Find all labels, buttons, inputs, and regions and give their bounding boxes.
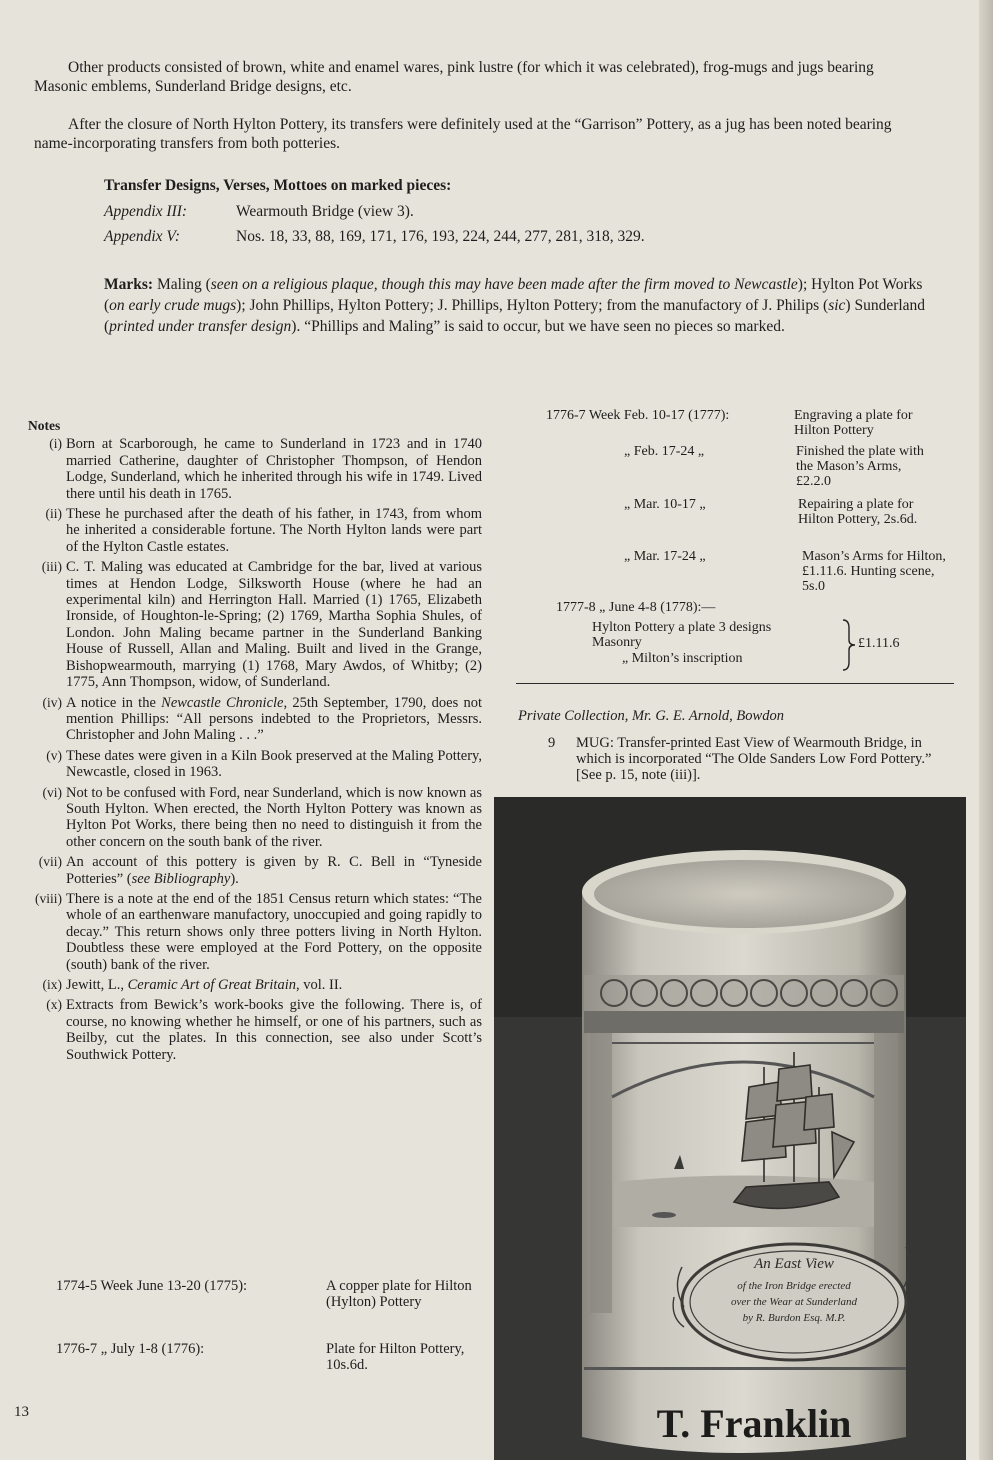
bewick-entry: 1776-7 „ July 1-8 (1776): Plate for Hilton Pottery, 10s.6d. [56,1341,465,1373]
intro-paragraph-2: After the closure of North Hylton Pottery, its transfers were definitely used at the “Garrison” Pottery, as a jug has been noted bearing name-incorporating transfers from both potteries. [34,116,892,152]
note-item: (ii) These he purchased after the death of his father, in 1743, from whom he inherited a considerable fortune. The North Hylton lands were part of the Hylton Castle estates. [45,506,482,555]
figure-caption-text: MUG: Transfer-printed East View of Wearmouth Bridge, in which is incorporated “The Olde Sanders Low Ford Pottery.” [See p. 15, note (iii)]. [576,735,932,783]
mug-name-inscription: T. Franklin [656,1401,852,1446]
appendix-label: Appendix V: [104,228,181,245]
page-edge [979,0,993,1460]
page-number: 13 [14,1404,29,1420]
book-page: Other products consisted of brown, white and enamel wares, pink lustre (for which it was celebrated), frog-mugs and jugs bearing Masonic emblems, Sunderland Bridge designs, etc. After the closure of North Hylton Pottery, its transfers were definitely used at the “Garrison” Pottery, as a jug has been noted bearing name-incorporating transfers from both potteries. Transfer Designs, Verses, Mottoes on marked pieces: Appendix III: Wearmouth Bridge (view 3). Appendix V: Nos. 18, 33, 88, 169, 171, 176, 193, 224, 244, 277, 281, 318, 329. Marks: Maling (seen on a religious plaque, though this may have been made after the firm moved to Newcastle); Hylton Pot Works (on early crude mugs); John Phillips, Hylton Pottery; J. Phillips, Hylton Pottery; from the manufactory of J. Philips (sic) Sunderland (printed under transfer design). “Phillips and Maling” is said to occur, but we have seen no pieces so marked. Notes (i) Born at Scarborough, he came to Sunderland in 1723 and in 1740 married Catherine, daughter of Christopher Thompson, of Hendon Lodge, Sunderland, which he inherited through his wife in 1749. Lived there until his death in 1765. (ii) These he purchased after the death of his father, in 1743, from whom he inherited a considerable fortune. The North Hylton lands were part of the Hylton Castle estates. (iii) C. T. Maling was educated at Cambridge for the bar, lived at various times at Hendon Lodge, Silksworth House (where he had an experimental kiln) and Herrington Hall. Married (1) 1765, Elizabeth Ironside, of Houghton-le-Spring; (2) 1769, Martha Sophia Shules, of London. John Maling became partner in the Sunderland Banking House of Russell, Allan and Maling. Built and lived in the Grange, Bishopwearmouth, marrying (1) 1768, Mary Awdos, of Whitby; (2) 1775, Ann Thompson, widow, of Sunderland. (iv) A notice in the Newcastle Chronicle, 25th September, 1790, does not mention Phillips: “All persons indebted to the Proprietors, Messrs. Christopher and John Maling . . .” (v) These dates were given in a Kiln Book preserved at the Maling Pottery, Newcastle, closed in 1963. (vi) Not to be confused with Ford, near Sunderland, which is now known as South Hylton. When erected, the North Hylton Pottery was known as Hylton Pot Works, there being then no need to distinguish it from the other concern on the south bank of the river. (vii) An account of this pottery is given by R. C. Bell in “Tyneside Potteries” (see Bibliography). (viii) There is a note at the end of the 1851 Census return which states: “The whole of an earthenware manufactory, unoccupied and going rapidly to decay.” This return shows only three potters living in North Hylton. Doubtless these were employed at the Ford Pottery, on the opposite (south) bank of the river. (ix) Jewitt, L., Ceramic Art of Great Britain, vol. II. (x) Extracts from Bewick’s work-books give the following. There is, of course, no knowing whether he himself, or one of his partners, such as Beilby, cut the plates. In this connection, see also under Scott’s Southwick Pottery. 1774-5 Week June 13-20 (1775): A copper plate for Hilton (Hylton) Pottery 1776-7 „ July 1-8 (1776): Plate for Hilton Pottery, 10s.6d. 1776-7 Week Feb. 10-17 (1777): Engraving a plate for Hilton Pottery „ Feb. 17-24 „ Finished the plate with the Mason’s Arms, £2.2.0 „ Mar. 10-17 „ Repairing a plate for Hilton Pottery, 2s.6d. „ Mar. 17-24 „ Mason’s Arms for Hilton, £1.11.6. Hunting scene, 5s.0 1777-8 „ June 4-8 (1778):— Hylton Pottery a plate 3 designs Masonry „ Milton’s inscription £1.11.6 Private Collection, Mr. G. E. Arnold, Bowdon 9 MUG: Transfer-printed East View of Wearmouth Bridge, in which is incorporated “The Olde Sanders Low Ford Pottery.” [See p. 15, note (iii)]. An East View of the Iron Bridge erected over the Wear at Sunderland by R. Burdon Esq. M.P. T. Franklin 13 [0,0,993,1460]
note-item: (vii) An account of this pottery is given by R. C. Bell in “Tyneside Potteries” (see Bibliography). [38,854,482,887]
marks-label: Marks: [104,276,154,293]
appendix-value: Wearmouth Bridge (view 3). [236,203,414,220]
appendix-label: Appendix III: [104,203,188,220]
intro-paragraph-1: Other products consisted of brown, white and enamel wares, pink lustre (for which it was celebrated), frog-mugs and jugs bearing Masonic emblems, Sunderland Bridge designs, etc. [34,59,874,95]
appendix-row [104,203,934,221]
collection-credit: Private Collection, Mr. G. E. Arnold, Bowdon [518,708,784,724]
bewick-entry-line: „ Milton’s inscription [622,651,743,666]
marks-paragraph: Marks: Maling (seen on a religious plaque, though this may have been made after the firm moved to Newcastle); Hylton Pot Works (on early crude mugs); John Phillips, Hylton Pottery; J. Phillips, Hylton Pottery; from the manufactory of J. Philips (sic) Sunderland (printed under transfer design). “Phillips and Maling” is said to occur, but we have seen no pieces so marked. [104,276,926,335]
note-item: (viii) There is a note at the end of the 1851 Census return which states: “The whole of an earthenware manufactory, unoccupied and going rapidly to decay.” This return shows only three potters living in North Hylton. Doubtless these were employed at the Ford Pottery, on the opposite (south) bank of the river. [35,890,482,973]
cartouche-title: An East View [754,1256,834,1272]
note-item: (x) Extracts from Bewick’s work-books give the following. There is, of course, no knowing whether he himself, or one of his partners, such as Beilby, cut the plates. In this connection, see also under Scott’s Southwick Pottery. [46,997,482,1063]
notes-title: Notes [28,418,61,433]
bewick-entry-line: Hylton Pottery a plate 3 designs [592,620,772,635]
bewick-entry-date: 1777-8 „ June 4-8 (1778):— [556,600,716,615]
cartouche-line: over the Wear at Sunderland [730,1296,858,1308]
transfer-heading: Transfer Designs, Verses, Mottoes on marked pieces: [104,177,452,194]
appendix-row [104,228,934,246]
figure-caption [548,735,960,783]
note-item: (vi) Not to be confused with Ford, near Sunderland, which is now known as South Hylton. When erected, the North Hylton Pottery was known as Hylton Pot Works, there being then no need to distinguish it from the other concern on the south bank of the river. [42,784,482,850]
note-item: (iv) A notice in the Newcastle Chronicle, 25th September, 1790, does not mention Phillips: “All persons indebted to the Proprietors, Messrs. Christopher and John Maling . . .” [42,694,482,744]
bewick-sum: £1.11.6 [858,636,900,651]
cartouche-line: by R. Burdon Esq. M.P. [742,1312,846,1324]
transfer-designs-section [104,177,934,253]
note-item: (i) Born at Scarborough, he came to Sunderland in 1723 and in 1740 married Catherine, daughter of Christopher Thompson, of Hendon Lodge, Sunderland, which he inherited through his wife in 1749. Lived there until his death in 1765. [49,436,482,502]
bewick-entry-line: Masonry [592,635,642,650]
note-item: (v) These dates were given in a Kiln Book preserved at the Maling Pottery, Newcastle, closed in 1963. [46,747,482,781]
mug-illustration [494,797,966,1460]
mug-photograph [494,797,966,1460]
appendix-value: Nos. 18, 33, 88, 169, 171, 176, 193, 224, 244, 277, 281, 318, 329. [236,228,645,245]
section-divider [516,683,954,684]
figure-number: 9 [548,735,556,751]
note-item: (iii) C. T. Maling was educated at Cambridge for the bar, lived at various times at Hendon Lodge, Silksworth House (where he had an experimental kiln) and Herrington Hall. Married (1) 1765, Elizabeth Ironside, of Houghton-le-Spring; (2) 1769, Martha Sophia Shules, of London. John Maling became partner in the Sunderland Banking House of Russell, Allan and Maling. Built and lived in the Grange, Bishopwearmouth, marrying (1) 1768, Mary Awdos, of Whitby; (2) 1775, Ann Thompson, widow, of Sunderland. [41,559,482,691]
note-item: (ix) Jewitt, L., Ceramic Art of Great Britain, vol. II. [42,977,343,993]
bewick-entry: 1774-5 Week June 13-20 (1775): A copper plate for Hilton (Hylton) Pottery [56,1278,472,1310]
cartouche-line: of the Iron Bridge erected [737,1280,851,1292]
notes-column [28,418,482,1067]
brace-icon [840,618,858,672]
